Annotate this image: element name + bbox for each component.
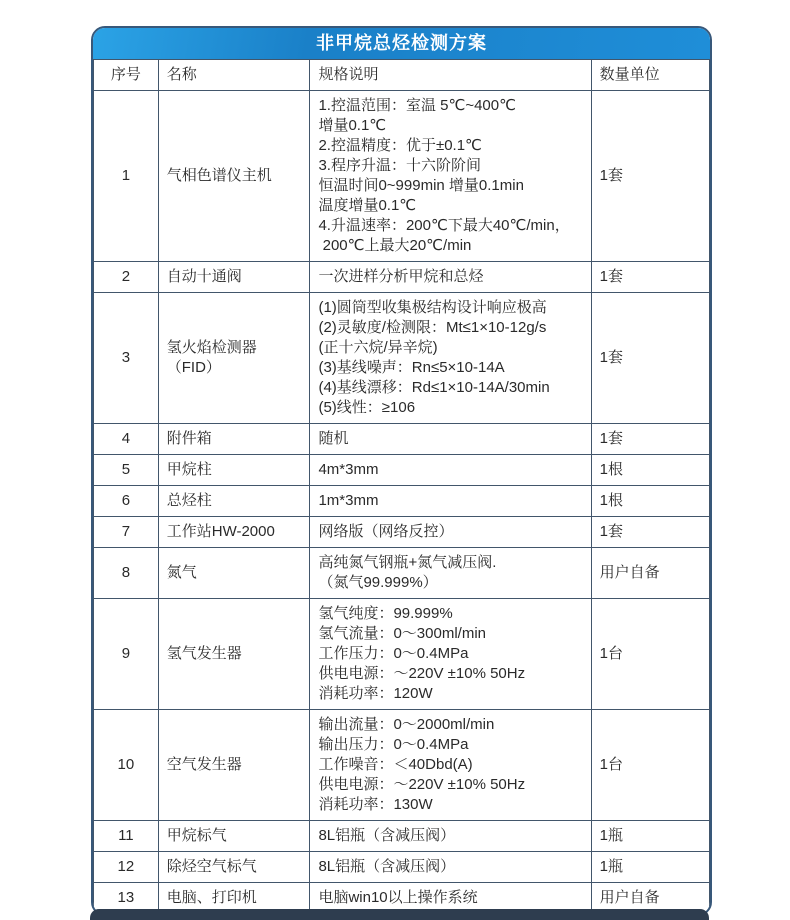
row-number: 11 xyxy=(94,821,159,852)
spec-line: 8L铝瓶（含减压阀） xyxy=(318,827,456,844)
item-name: 氢火焰检测器（FID） xyxy=(158,293,310,424)
spec-line: 供电电源：～220V ±10% 50Hz xyxy=(318,665,526,682)
spec-line: (3)基线噪声：Rn≤5×10-14A xyxy=(318,359,505,376)
item-spec xyxy=(310,486,591,517)
item-name: 空气发生器 xyxy=(158,710,310,821)
col-header-qty: 数量单位 xyxy=(591,60,709,91)
item-spec xyxy=(310,455,591,486)
spec-table xyxy=(93,59,710,914)
row-number: 12 xyxy=(94,852,159,883)
item-name: 甲烷柱 xyxy=(158,455,310,486)
item-spec xyxy=(310,548,591,599)
item-name: 总烃柱 xyxy=(158,486,310,517)
spec-line: 1m*3mm xyxy=(318,492,379,509)
item-quantity: 1套 xyxy=(591,424,709,455)
row-number: 6 xyxy=(94,486,159,517)
table-row xyxy=(94,424,710,455)
item-quantity: 1台 xyxy=(591,599,709,710)
spec-line: 氢气流量：0～300ml/min xyxy=(318,625,486,642)
spec-line: 2.控温精度：优于±0.1℃ xyxy=(318,137,482,154)
row-number: 13 xyxy=(94,883,159,914)
item-quantity: 1根 xyxy=(591,455,709,486)
item-name: 自动十通阀 xyxy=(158,262,310,293)
row-number: 7 xyxy=(94,517,159,548)
spec-line: 工作噪音：＜40Dbd(A) xyxy=(318,756,473,773)
spec-table-card xyxy=(91,26,712,916)
spec-line: 4.升温速率：200℃下最大40℃/min， xyxy=(318,217,570,234)
spec-line: 随机 xyxy=(318,430,349,447)
table-row xyxy=(94,91,710,262)
col-header-no: 序号 xyxy=(94,60,159,91)
row-number: 10 xyxy=(94,710,159,821)
item-name: 氢气发生器 xyxy=(158,599,310,710)
table-row xyxy=(94,852,710,883)
item-name: 除烃空气标气 xyxy=(158,852,310,883)
item-spec xyxy=(310,293,591,424)
item-quantity: 1套 xyxy=(591,517,709,548)
row-number: 2 xyxy=(94,262,159,293)
spec-line: 3.程序升温：十六阶阶间 xyxy=(318,157,481,174)
spec-line: (5)线性：≥106 xyxy=(318,399,416,416)
table-row xyxy=(94,599,710,710)
item-quantity: 用户自备 xyxy=(591,883,709,914)
item-quantity: 1台 xyxy=(591,710,709,821)
spec-line: 氢气纯度：99.999% xyxy=(318,605,453,622)
col-header-name: 名称 xyxy=(158,60,310,91)
spec-line: 输出压力：0～0.4MPa xyxy=(318,736,469,753)
spec-line: 4m*3mm xyxy=(318,461,379,478)
row-number: 1 xyxy=(94,91,159,262)
spec-line: 消耗功率：120W xyxy=(318,685,433,702)
table-title: 非甲烷总烃检测方案 xyxy=(93,28,710,59)
item-name: 工作站HW-2000 xyxy=(158,517,310,548)
spec-line: (正十六烷/异辛烷) xyxy=(318,339,438,356)
spec-line: 200℃上最大20℃/min xyxy=(318,237,472,254)
table-row xyxy=(94,821,710,852)
table-header-row xyxy=(94,60,710,91)
spec-line: (2)灵敏度/检测限：Mt≤1×10-12g/s xyxy=(318,319,547,336)
spec-line: 温度增量0.1℃ xyxy=(318,197,417,214)
table-row xyxy=(94,262,710,293)
spec-line: 高纯氮气钢瓶+氮气减压阀. xyxy=(318,554,497,571)
item-spec xyxy=(310,599,591,710)
item-quantity: 1瓶 xyxy=(591,821,709,852)
spec-line: 供电电源：～220V ±10% 50Hz xyxy=(318,776,526,793)
table-row xyxy=(94,548,710,599)
spec-line: 网络版（网络反控） xyxy=(318,523,454,540)
item-quantity: 1套 xyxy=(591,262,709,293)
table-row xyxy=(94,486,710,517)
item-spec xyxy=(310,852,591,883)
row-number: 5 xyxy=(94,455,159,486)
spec-line: 消耗功率：130W xyxy=(318,796,433,813)
item-spec xyxy=(310,91,591,262)
item-quantity: 1根 xyxy=(591,486,709,517)
item-spec xyxy=(310,424,591,455)
table-row xyxy=(94,293,710,424)
item-name: 气相色谱仪主机 xyxy=(158,91,310,262)
spec-line: 工作压力：0～0.4MPa xyxy=(318,645,469,662)
spec-line: (1)圆筒型收集极结构设计响应极高 xyxy=(318,299,547,316)
item-name: 甲烷标气 xyxy=(158,821,310,852)
table-row xyxy=(94,455,710,486)
item-quantity: 1瓶 xyxy=(591,852,709,883)
item-quantity: 1套 xyxy=(591,293,709,424)
item-name: 电脑、打印机 xyxy=(158,883,310,914)
spec-line: 8L铝瓶（含减压阀） xyxy=(318,858,456,875)
row-number: 8 xyxy=(94,548,159,599)
spec-line: 电脑win10以上操作系统 xyxy=(318,889,478,906)
spec-line: 增量0.1℃ xyxy=(318,117,387,134)
spec-line: 输出流量：0～2000ml/min xyxy=(318,716,495,733)
item-spec xyxy=(310,262,591,293)
spec-line: 1.控温范围：室温 5℃~400℃ xyxy=(318,97,516,114)
item-name: 氮气 xyxy=(158,548,310,599)
spec-line: 一次进样分析甲烷和总烃 xyxy=(318,268,484,285)
spec-line: (4)基线漂移：Rd≤1×10-14A/30min xyxy=(318,379,550,396)
col-header-spec: 规格说明 xyxy=(310,60,591,91)
row-number: 3 xyxy=(94,293,159,424)
item-quantity: 用户自备 xyxy=(591,548,709,599)
item-name: 附件箱 xyxy=(158,424,310,455)
spec-line: （氮气99.999%） xyxy=(318,574,438,591)
item-spec xyxy=(310,710,591,821)
table-row xyxy=(94,517,710,548)
item-quantity: 1套 xyxy=(591,91,709,262)
table-row xyxy=(94,710,710,821)
spec-line: 恒温时间0~999min 增量0.1min xyxy=(318,177,524,194)
item-spec xyxy=(310,517,591,548)
row-number: 4 xyxy=(94,424,159,455)
row-number: 9 xyxy=(94,599,159,710)
item-spec xyxy=(310,821,591,852)
next-section-top-bar xyxy=(90,909,709,920)
